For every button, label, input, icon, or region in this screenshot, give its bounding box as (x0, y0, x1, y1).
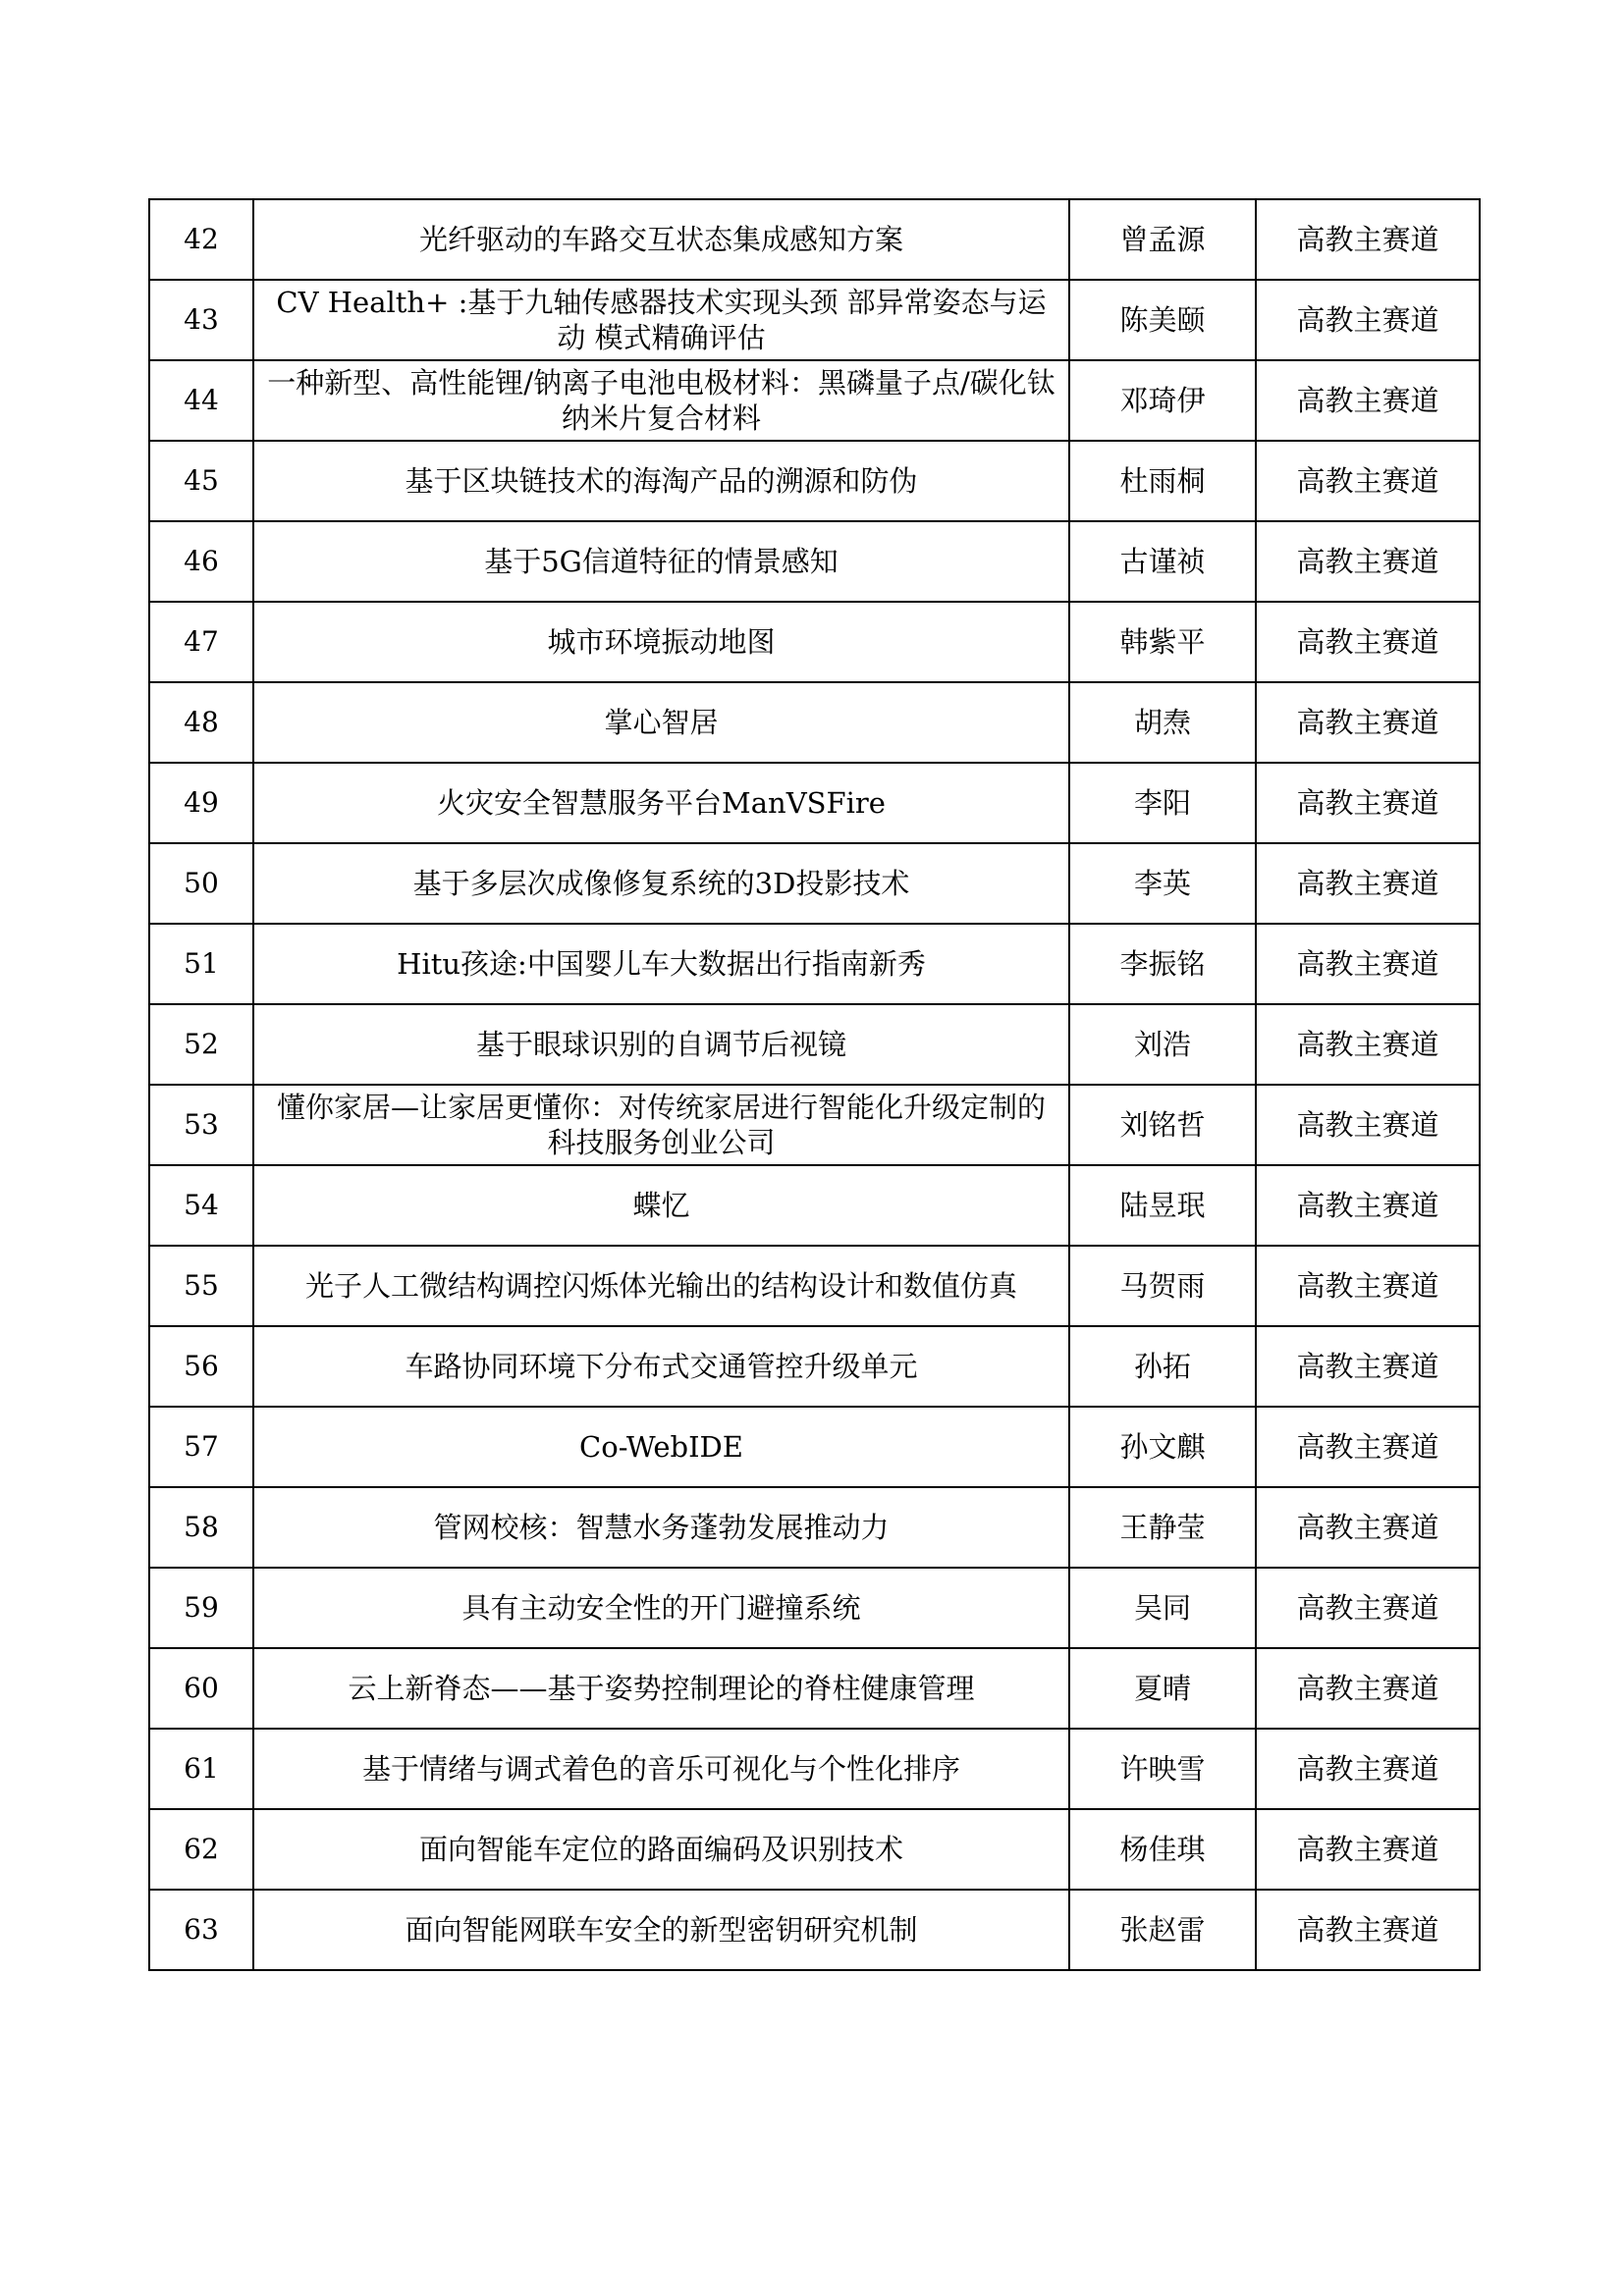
project-title-cell: 光子人工微结构调控闪烁体光输出的结构设计和数值仿真 (253, 1246, 1069, 1326)
leader-name-cell: 杜雨桐 (1069, 441, 1256, 521)
leader-name-cell: 张赵雷 (1069, 1890, 1256, 1970)
table-row (149, 280, 1480, 360)
leader-name-cell: 孙拓 (1069, 1326, 1256, 1407)
project-title-cell: 光纤驱动的车路交互状态集成感知方案 (253, 199, 1069, 280)
project-title-cell: 基于多层次成像修复系统的3D投影技术 (253, 843, 1069, 924)
project-title-cell: 掌心智居 (253, 682, 1069, 763)
row-number-cell: 42 (149, 199, 253, 280)
leader-name-cell: 陆昱珉 (1069, 1165, 1256, 1246)
leader-name-cell: 王静莹 (1069, 1487, 1256, 1568)
leader-name-cell: 李振铭 (1069, 924, 1256, 1004)
table-row (149, 1326, 1480, 1407)
table-row (149, 1487, 1480, 1568)
leader-name-cell: 杨佳琪 (1069, 1809, 1256, 1890)
project-title-cell: Co-WebIDE (253, 1407, 1069, 1487)
project-title-cell: 蝶忆 (253, 1165, 1069, 1246)
track-cell: 高教主赛道 (1256, 682, 1480, 763)
project-title-cell: 面向智能车定位的路面编码及识别技术 (253, 1809, 1069, 1890)
row-number-cell: 63 (149, 1890, 253, 1970)
track-cell: 高教主赛道 (1256, 1568, 1480, 1648)
table-row (149, 1407, 1480, 1487)
project-title-cell: Hitu孩途:中国婴儿车大数据出行指南新秀 (253, 924, 1069, 1004)
leader-name-cell: 邓琦伊 (1069, 360, 1256, 441)
leader-name-cell: 孙文麒 (1069, 1407, 1256, 1487)
table-row (149, 682, 1480, 763)
project-title-cell: 基于眼球识别的自调节后视镜 (253, 1004, 1069, 1085)
track-cell: 高教主赛道 (1256, 924, 1480, 1004)
project-title-cell: 基于情绪与调式着色的音乐可视化与个性化排序 (253, 1729, 1069, 1809)
track-cell: 高教主赛道 (1256, 199, 1480, 280)
leader-name-cell: 曾孟源 (1069, 199, 1256, 280)
track-cell: 高教主赛道 (1256, 1246, 1480, 1326)
track-cell: 高教主赛道 (1256, 1326, 1480, 1407)
table-row (149, 924, 1480, 1004)
project-title-cell: CV Health+ :基于九轴传感器技术实现头颈 部异常姿态与运动 模式精确评估 (253, 280, 1069, 360)
project-title-cell: 基于区块链技术的海淘产品的溯源和防伪 (253, 441, 1069, 521)
row-number-cell: 47 (149, 602, 253, 682)
track-cell: 高教主赛道 (1256, 763, 1480, 843)
track-cell: 高教主赛道 (1256, 1085, 1480, 1165)
table-row (149, 1085, 1480, 1165)
row-number-cell: 56 (149, 1326, 253, 1407)
project-title-cell: 一种新型、高性能锂/钠离子电池电极材料：黑磷量子点/碳化钛纳米片复合材料 (253, 360, 1069, 441)
track-cell: 高教主赛道 (1256, 1890, 1480, 1970)
table-row (149, 1648, 1480, 1729)
row-number-cell: 59 (149, 1568, 253, 1648)
row-number-cell: 45 (149, 441, 253, 521)
track-cell: 高教主赛道 (1256, 602, 1480, 682)
table-row (149, 199, 1480, 280)
row-number-cell: 46 (149, 521, 253, 602)
table-row (149, 602, 1480, 682)
table-row (149, 843, 1480, 924)
table-row (149, 1246, 1480, 1326)
row-number-cell: 51 (149, 924, 253, 1004)
project-title-cell: 火灾安全智慧服务平台ManVSFire (253, 763, 1069, 843)
table-row (149, 1568, 1480, 1648)
project-title-cell: 管网校核：智慧水务蓬勃发展推动力 (253, 1487, 1069, 1568)
track-cell: 高教主赛道 (1256, 1648, 1480, 1729)
row-number-cell: 60 (149, 1648, 253, 1729)
leader-name-cell: 陈美颐 (1069, 280, 1256, 360)
track-cell: 高教主赛道 (1256, 1407, 1480, 1487)
row-number-cell: 44 (149, 360, 253, 441)
table-row (149, 1890, 1480, 1970)
row-number-cell: 58 (149, 1487, 253, 1568)
project-title-cell: 具有主动安全性的开门避撞系统 (253, 1568, 1069, 1648)
project-title-cell: 云上新脊态——基于姿势控制理论的脊柱健康管理 (253, 1648, 1069, 1729)
leader-name-cell: 李英 (1069, 843, 1256, 924)
row-number-cell: 53 (149, 1085, 253, 1165)
project-title-cell: 车路协同环境下分布式交通管控升级单元 (253, 1326, 1069, 1407)
track-cell: 高教主赛道 (1256, 1165, 1480, 1246)
table-row (149, 360, 1480, 441)
track-cell: 高教主赛道 (1256, 1004, 1480, 1085)
table-row (149, 763, 1480, 843)
row-number-cell: 57 (149, 1407, 253, 1487)
project-title-cell: 城市环境振动地图 (253, 602, 1069, 682)
leader-name-cell: 刘铭哲 (1069, 1085, 1256, 1165)
row-number-cell: 61 (149, 1729, 253, 1809)
leader-name-cell: 古谨祯 (1069, 521, 1256, 602)
project-title-cell: 基于5G信道特征的情景感知 (253, 521, 1069, 602)
track-cell: 高教主赛道 (1256, 1729, 1480, 1809)
row-number-cell: 52 (149, 1004, 253, 1085)
leader-name-cell: 吴同 (1069, 1568, 1256, 1648)
leader-name-cell: 马贺雨 (1069, 1246, 1256, 1326)
project-title-cell: 懂你家居—让家居更懂你：对传统家居进行智能化升级定制的科技服务创业公司 (253, 1085, 1069, 1165)
project-table-body (149, 199, 1480, 1970)
table-row (149, 1729, 1480, 1809)
table-row (149, 1004, 1480, 1085)
row-number-cell: 55 (149, 1246, 253, 1326)
project-title-cell: 面向智能网联车安全的新型密钥研究机制 (253, 1890, 1069, 1970)
leader-name-cell: 李阳 (1069, 763, 1256, 843)
row-number-cell: 49 (149, 763, 253, 843)
track-cell: 高教主赛道 (1256, 1487, 1480, 1568)
track-cell: 高教主赛道 (1256, 441, 1480, 521)
row-number-cell: 62 (149, 1809, 253, 1890)
track-cell: 高教主赛道 (1256, 360, 1480, 441)
row-number-cell: 43 (149, 280, 253, 360)
track-cell: 高教主赛道 (1256, 521, 1480, 602)
leader-name-cell: 夏晴 (1069, 1648, 1256, 1729)
leader-name-cell: 许映雪 (1069, 1729, 1256, 1809)
table-row (149, 1165, 1480, 1246)
track-cell: 高教主赛道 (1256, 843, 1480, 924)
track-cell: 高教主赛道 (1256, 1809, 1480, 1890)
table-row (149, 521, 1480, 602)
project-table (148, 198, 1481, 1971)
leader-name-cell: 胡焘 (1069, 682, 1256, 763)
leader-name-cell: 韩紫平 (1069, 602, 1256, 682)
row-number-cell: 54 (149, 1165, 253, 1246)
table-row (149, 1809, 1480, 1890)
table-row (149, 441, 1480, 521)
row-number-cell: 48 (149, 682, 253, 763)
track-cell: 高教主赛道 (1256, 280, 1480, 360)
row-number-cell: 50 (149, 843, 253, 924)
leader-name-cell: 刘浩 (1069, 1004, 1256, 1085)
